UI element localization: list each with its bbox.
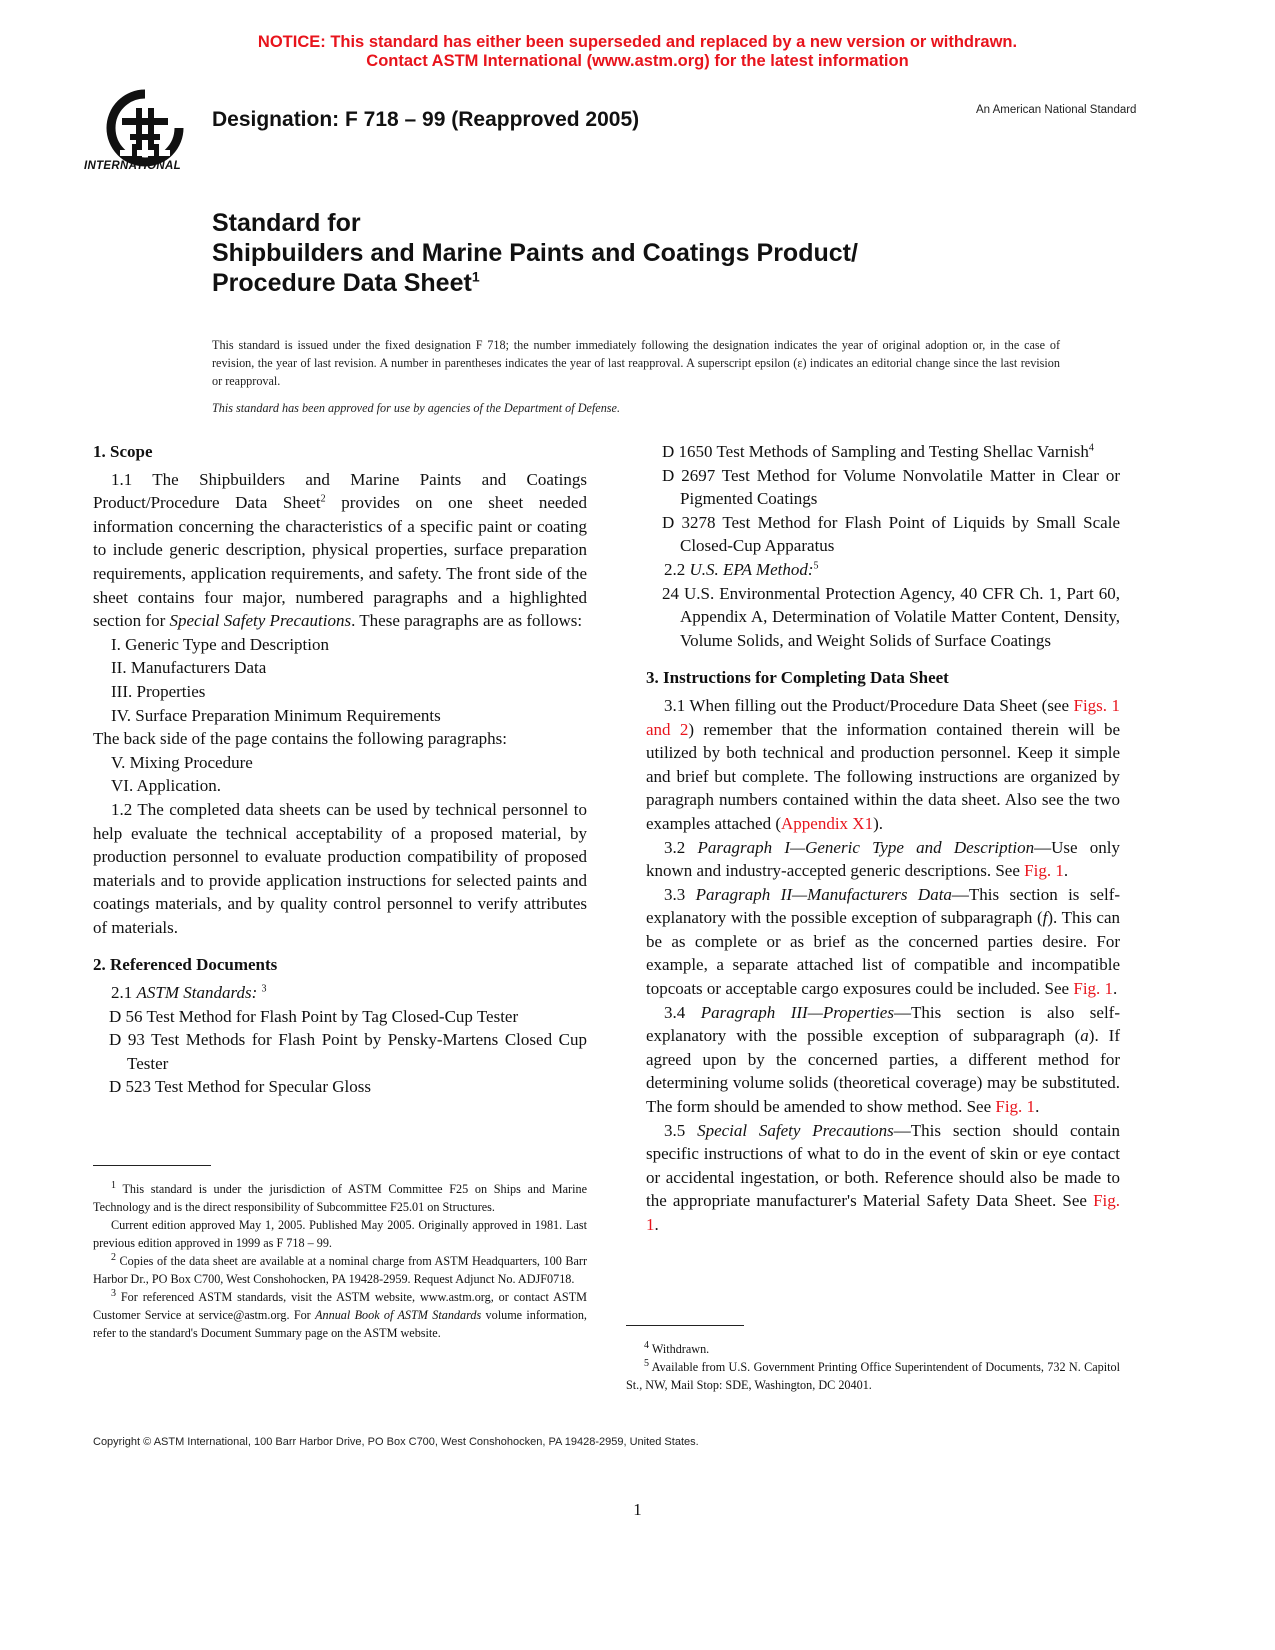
footnote-ref-5: 5 [813, 560, 819, 572]
paragraph-3-2 [646, 836, 1120, 883]
fn1-text: This standard is under the jurisdiction of ASTM Committee F25 on Ships and Marine Technology and is the direct responsibility of Subcommittee F25.01 on Structures. [93, 1182, 587, 1214]
p31-text-b: ) remember that the information contained therein will be utilized by both technical and production personnel. Keep it simple and brief but complete. The following instructions are organized by paragraph numbers contained within the data sheet. Also see the two examples attached ( [646, 719, 1120, 833]
fn3-text-b: volume information, refer to the standard's Document Summary page on the ASTM website. [93, 1308, 587, 1340]
copyright: Copyright © ASTM International, 100 Barr Harbor Drive, PO Box C700, West Conshohocken, PA 19428-2959, United States. [93, 1436, 699, 1448]
p22-num: 2.2 [664, 559, 690, 579]
american-national-standard: An American National Standard [976, 104, 1137, 116]
reference-item: D 93 Test Methods for Flash Point by Pensky-Martens Closed Cup Tester [109, 1030, 587, 1073]
title-line-3 [212, 268, 858, 298]
paragraph-2-2 [646, 558, 1120, 582]
reference-item: D 2697 Test Method for Volume Nonvolatile Matter in Clear or Pigmented Coatings [662, 465, 1120, 509]
fn2-marker: 2 [111, 1251, 116, 1263]
list-item: II. Manufacturers Data [111, 658, 267, 678]
title-line-3-text: Procedure Data Sheet [212, 269, 472, 297]
title-footnote-ref: 1 [471, 268, 480, 285]
footnote-1 [93, 1180, 587, 1216]
fn3-text-a: For referenced ASTM standards, visit the ASTM website, www.astm.org, or contact ASTM Customer Service at service@astm.org. For [93, 1290, 587, 1322]
paragraph-1-1 [93, 468, 587, 633]
list-item: IV. Surface Preparation Minimum Requirements [111, 705, 441, 725]
figs-link[interactable]: Figs. 1 and 2 [646, 695, 1121, 739]
footnote-rule-left [93, 1165, 211, 1166]
p34-subparagraph: a [1080, 1026, 1089, 1046]
paragraph-3-4 [646, 1001, 1120, 1119]
approved-note: This standard has been approved for use by agencies of the Department of Defense. [212, 401, 620, 415]
reference-item: D 56 Test Method for Flash Point by Tag Closed-Cup Tester [109, 1006, 519, 1026]
p22-emphasis: U.S. EPA Method: [689, 559, 814, 579]
paragraph-2-1 [93, 981, 587, 1005]
right-column [646, 440, 1120, 1237]
footnote-1-edition: Current edition approved May 1, 2005. Published May 2005. Originally approved in 1981. Last previous edition approved in 1999 as F 718 – 99. [93, 1218, 587, 1250]
astm-logo-icon [90, 88, 200, 188]
paragraph-3-5 [646, 1119, 1120, 1237]
fn4-text: Withdrawn. [649, 1342, 710, 1356]
withdrawal-notice [0, 33, 1275, 71]
footnote-2 [93, 1252, 587, 1288]
p32-emphasis: Paragraph I—Generic Type and Description [697, 837, 1035, 857]
p33-subparagraph: f [1042, 908, 1048, 928]
fn2-text: Copies of the data sheet are available at a nominal charge from ASTM Headquarters, 100 Barr Harbor Dr., PO Box C700, West Conshohocken, PA 19428-2959. Request Adjunct No. ADJF0718. [93, 1254, 587, 1286]
footnotes-left [93, 1180, 587, 1342]
title-line-1: Standard for [212, 209, 361, 237]
p33-text-c: ). This can be as complete or as brief as the concerned parties desire. For example, a separate attached list of compatible and incompatible topcoats or acceptable cargo exposures could be included. See [646, 908, 1121, 999]
document-title [212, 208, 858, 298]
reference-item: 24 U.S. Environmental Protection Agency, 40 CFR Ch. 1, Part 60, Appendix A, Determination of Volatile Matter Content, Density, Volume Solids, and Weight Solids of Surface Coatings [662, 583, 1120, 650]
fn1-marker: 1 [111, 1179, 116, 1191]
footnote-5 [626, 1358, 1120, 1394]
period: . [1063, 861, 1069, 881]
p34-text-b: —This section is also self-explanatory with the possible exception of subparagraph ( [646, 1002, 1121, 1046]
section-heading-instructions: 3. Instructions for Completing Data Sheet [646, 668, 949, 688]
footnote-ref-3: 3 [261, 983, 267, 995]
p35-text: —This section should contain specific instructions of what to do in the event of skin or eye contact or accidental ingestation, or both. Reference should also be made to the appropriate manufacturer's Material Safety Data Sheet. See [646, 1120, 1120, 1211]
list-item: V. Mixing Procedure [111, 752, 253, 772]
paragraph-1-2: 1.2 The completed data sheets can be used by technical personnel to help evaluate the technical acceptability of a proposed material, by production personnel to evaluate production compatibility of proposed materials and to provide application instructions for selected paints and coatings materials, and by quality control personnel to verify attributes of materials. [93, 799, 587, 937]
p34-num: 3.4 [664, 1002, 701, 1022]
fig-link[interactable]: Fig. 1 [995, 1097, 1036, 1117]
fn3-marker: 3 [111, 1287, 116, 1299]
p11-text-c: . These paragraphs are as follows: [351, 611, 583, 631]
p11-text-a: 1.1 The Shipbuilders and Marine Paints and Coatings Product/Procedure Data Sheet [93, 469, 587, 513]
fn5-marker: 5 [644, 1357, 649, 1369]
p21-emphasis: ASTM Standards: [136, 983, 258, 1003]
fig-link[interactable]: Fig. 1 [1073, 979, 1114, 999]
p34-text-c: ). If agreed upon by the concerned parties, a different method for determining volume solids (theoretical coverage) may be substituted. The form should be amended to show method. See [646, 1026, 1121, 1117]
p11-emphasis: Special Safety Precautions [169, 611, 352, 631]
paragraph-3-3 [646, 883, 1120, 1001]
footnotes-right [626, 1340, 1120, 1394]
fn3-emphasis: Annual Book of ASTM Standards [315, 1308, 482, 1322]
footnote-4 [626, 1340, 1120, 1358]
period: . [1035, 1097, 1040, 1117]
p11-text-b: provides on one sheet needed information concerning the characteristics of a specific paint or coating to include generic description, physical properties, surface preparation requirements, application requirements, and safety. The front side of the sheet contains four major, numbered paragraphs and a highlighted section for [93, 493, 587, 631]
fig-link[interactable]: Fig. 1 [646, 1191, 1120, 1234]
p21-num: 2.1 [111, 983, 137, 1003]
appendix-link[interactable]: Appendix X1 [781, 813, 874, 833]
notice-line-1: NOTICE: This standard has either been superseded and replaced by a new version or withdrawn. [257, 33, 1018, 51]
footnote-ref-2: 2 [320, 493, 326, 505]
period: . [654, 1215, 659, 1234]
section-heading-scope: 1. Scope [93, 442, 153, 461]
logo-wordmark: INTERNATIONAL [84, 160, 181, 172]
p35-num: 3.5 [664, 1120, 698, 1140]
fn5-text: Available from U.S. Government Printing Office Superintendent of Documents, 732 N. Capitol St., NW, Mail Stop: SDE, Washington, DC 20401. [626, 1360, 1120, 1392]
fig-link[interactable]: Fig. 1 [1024, 861, 1064, 881]
p33-num: 3.3 [664, 884, 696, 904]
paragraph-3-1 [646, 694, 1120, 836]
footnote-ref-4: 4 [1088, 442, 1094, 454]
issued-note: This standard is issued under the fixed designation F 718; the number immediately following the designation indicates the year of original adoption or, in the case of revision, the year of last revision. A number in parentheses indicates the year of last reapproval. A superscript epsilon (ε) indicates an editorial change since the last revision or reapproval. [212, 338, 1060, 388]
p31-text-a: 3.1 When filling out the Product/Procedure Data Sheet (see [664, 695, 1074, 715]
list-item: I. Generic Type and Description [111, 634, 330, 654]
reference-item: D 523 Test Method for Specular Gloss [109, 1077, 371, 1097]
designation: Designation: F 718 – 99 (Reapproved 2005) [212, 108, 640, 131]
ref-d1650: D 1650 Test Methods of Sampling and Testing Shellac Varnish [662, 442, 1089, 461]
list-item: III. Properties [111, 681, 206, 701]
fn4-marker: 4 [644, 1339, 649, 1351]
astm-logo [84, 88, 200, 188]
page-number: 1 [633, 1500, 642, 1519]
section-heading-referenced-documents: 2. Referenced Documents [93, 955, 278, 975]
reference-item [646, 440, 1120, 464]
title-line-2: Shipbuilders and Marine Paints and Coatings Product/ [212, 239, 858, 267]
list-item: VI. Application. [111, 776, 222, 796]
p32-text: —Use only known and industry-accepted generic descriptions. See [646, 837, 1120, 881]
period: . [1113, 979, 1118, 999]
notice-line-2: Contact ASTM International (www.astm.org) for the latest information [366, 52, 909, 70]
p33-text-b: —This section is self-explanatory with the possible exception of subparagraph ( [646, 884, 1121, 928]
p32-num: 3.2 [664, 837, 698, 857]
footnote-rule-right [626, 1325, 744, 1326]
left-column [93, 440, 587, 1099]
p33-emphasis: Paragraph II—Manufacturers Data [695, 884, 952, 904]
footnote-3 [93, 1288, 587, 1342]
back-side-text: The back side of the page contains the following paragraphs: [93, 729, 508, 749]
reference-item: D 3278 Test Method for Flash Point of Liquids by Small Scale Closed-Cup Apparatus [662, 512, 1120, 556]
p35-emphasis: Special Safety Precautions [697, 1120, 894, 1140]
p31-text-c: ). [873, 813, 883, 833]
p34-emphasis: Paragraph III—Properties [700, 1002, 894, 1022]
